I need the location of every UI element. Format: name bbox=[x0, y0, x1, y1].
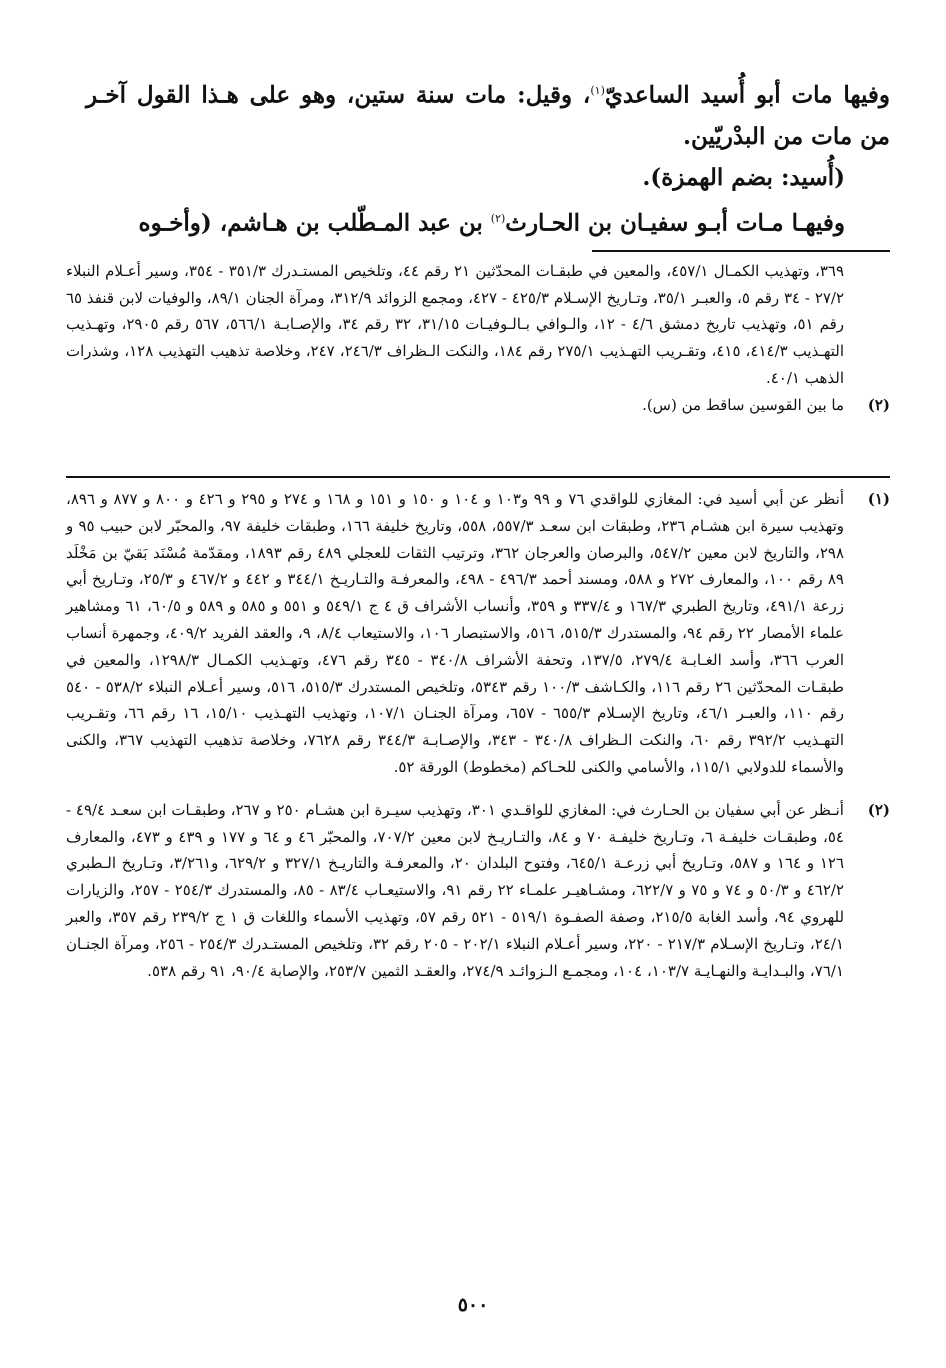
note-text: أنظر عن أبي أسيد في: المغازي للواقدي ٧٦ و ٩٩ و١٠٣ و ١٠٤ و ١٥٠ و ١٥١ و ١٦٨ و ٢٧٤ و ٢٩٥ و ٤٢٦ و ٨٠٠ و ٨٧٧ و ٨٩٦، وتهذيب سيرة ابن هشـام ٢٣٦، وطبقات ابن سعـد ٥٥٧/٣، ٥٥٨، وتاريخ خليفة ١٦٦، وطبقات خليفة ٩٧، والمحبّر لابن حبيب ٩٥ و ٢٩٨، والتاريخ لابن معين ٥٤٧/٢، والبرصان والعرجان ٣٦٢، وترتيب الثقات للعجلي ٤٨٩ رقم ١٨٩٣، ومقدّمة مُسْنَد بَقيّ بن مَخْلَد ٨٩ رقم ١٠٠، والمعارف ٢٧٢ و ٥٨٨، ومسند أحمد ٤٩٦/٣ - ٤٩٨، والمعرفـة والتـاريـخ ٣٤٤/١ و ٤٤٢ و ٤٦٧/٢ و ٢٥/٣، وتـاريخ أبي زرعة ٤٩١/١، وتاريخ الطبري ١٦٧/٣ و ٣٣٧/٤ و ٣٥٩، وأنساب الأشراف ق ٤ ج ٥٤٩/١ و ٥٥١ و ٥٨٥ و ٥٨٩ و ٦٠/٥، ٦١ ومشاهير علماء الأمصار ٢٢ رقم ٩٤، والمستدرك ٥١٥/٣، ٥١٦، والاستبصار ١٠٦، والاستيعاب ٨/٤، ٩، والعقد الفريد ٤٠٩/٢، وجمهرة أنساب العرب ٣٦٦، وأسد الغـابـة ٢٧٩/٤، ١٣٧/٥، وتحفة الأشراف ٣٤٠/٨ - ٣٤٥ رقم ٤٧٦، وتهـذيب الكمـال ١٢٩٨/٣، والمعين في طبقـات المحدّثين ٢٦ رقم ١١٦، والكـاشف ١٠٠/٣ رقم ٥٣٤٣، وتلخيص المستدرك ٥١٥/٣، ٥١٦، وسير أعـلام النبلاء ٥٣٨/٢ - ٥٤٠ رقم ١١٠، والعبـر ٤٦/١، وتاريخ الإسـلام ٦٥٥/٣ - ٦٥٧، ومرآة الجنـان ١٠٧/١، وتهذيب التهـذيب ١٥/١٠، ١٦ رقم ٦٦، وتقـريب التهـذيب ٣٩٢/٢ رقم ٦٠، والنكت الـظراف ٣٤٠/٨ - ٣٤٣، والإصـابـة ٣٤٤/٣ رقم ٧٦٢٨، وخلاصة تذهيب التهذيب ٣٦٧، والكنى والأسماء للدولابي ١١٥/١، والأسامي والكنى للحـاكم (مخطوط) الورقة ٥٢. bbox=[66, 490, 845, 776]
main-paragraph-3-rest: بن عبد المـطّلب بن هـاشم، (وأخـوه bbox=[138, 209, 491, 237]
main-paragraph-1 bbox=[86, 70, 890, 157]
footnote-number: (٢) bbox=[867, 395, 890, 414]
main-text bbox=[86, 70, 890, 243]
section-divider bbox=[66, 476, 890, 478]
footnote-text: ما بين القوسين ساقط من (س). bbox=[642, 395, 844, 414]
note-text: أنـظر عن أبي سفيان بن الحـارث في: المغازي للواقـدي ٣٠١، وتهذيب سيـرة ابن هشـام ٢٥٠ و ٢٦٧، وطبقـات ابن سعـد ٤٩/٤ - ٥٤، وطبقـات خليفـة ٦، وتـاريخ خليفـة ٧٠ و ٨٤، والتـاريـخ لابن معين ٧٠٧/٢، والمحبّر ٤٦ و ٦٤ و ١٧٧ و ٤٣٩ و ٤٧٣، والمعارف ١٢٦ و ١٦٤ و ٥٨٧، وتـاريخ أبي زرعـة ٦٤٥/١، وفتوح البلدان ٢٠، والمعرفـة والتاريـخ ٣٢٧/١ و ٦٢٩/٢، و٣/٢٦١، وتـاريخ الـطبري ٤٦٢/٢ و ٥٠/٣ و ٧٤ و ٧٥ و ٦٢٢/٧، ومشـاهيـر علمـاء ٢٢ رقم ٩١، والاستيعـاب ٨٣/٤ - ٨٥، والمستدرك ٢٥٤/٣ - ٢٥٧، والزيارات للهروي ٩٤، وأسد الغابة ٢١٥/٥، وصفة الصفـوة ٥١٩/١ - ٥٢١ رقم ٥٧، وتهذيب الأسماء واللغات ق ١ ج ٢٣٩/٢ رقم ٣٥٧، والعبر ٢٤/١، وتـاريخ الإسـلام ٢١٧/٣ - ٢٢٠، وسير أعـلام النبلاء ٢٠٢/١ - ٢٠٥ رقم ٣٢، وتلخيص المستـدرك ٢٥٤/٣ - ٢٥٦، ومرآة الجنـان ٧٦/١، والبـدايـة والنهـايـة ١٠٣/٧، ١٠٤، ومجمـع الـزوائـد ٢٧٤/٩، والعقـد الثمين ٢٥٣/٧، والإصابة ٩٠/٤، ٩١ رقم ٥٣٨. bbox=[66, 800, 845, 980]
editor-note-1 bbox=[66, 486, 890, 781]
note-number: (١) bbox=[867, 490, 890, 508]
footnote-continuation: ٣٦٩، وتهذيب الكمـال ٤٥٧/١، والمعين في طبقـات المحدّثين ٢١ رقم ٤٤، وتلخيص المستـدرك ٣٥١/٣ - ٣٥٤، وسير أعـلام النبلاء ٢٧/٢ - ٣٤ رقم ٥، والعبـر ٣٥/١، وتـاريخ الإسـلام ٤٢٥/٣ - ٤٢٧، ومجمع الزوائد ٣١٢/٩، ومرآة الجنان ٨٩/١، والوفيات لابن قنفذ ٦٥ رقم ٥١، وتهذيب تاريخ دمشق ٤/٦ - ١٢، والـوافي بـالـوفيـات ٣١/١٥، ٣٢ رقم ٣٤، والإصـابـة ٥٦٦/١، ٥٦٧ رقم ٢٩٠٥، وتهـذيب التهـذيب ٤١٤/٣، ٤١٥، وتقـريب التهـذيب ٢٧٥/١ رقم ١٨٤، والنكت الـظراف ٢٤٦/٣، ٢٤٧، وخلاصة تذهيب التهذيب ١٢٨، وشذرات الذهب ٤٠/١. bbox=[66, 262, 845, 387]
main-paragraph-1-text: وفيها مات أبو أُسيد الساعديّ bbox=[604, 81, 890, 109]
main-paragraph-1-rest: ، وقيل: مات سنة ستين، وهو على هـذا القول آخـر من مات من البدْريّين. bbox=[86, 81, 890, 150]
footnote-ref-2: (٢) bbox=[490, 211, 506, 225]
footnote-item-2 bbox=[66, 392, 890, 419]
main-paragraph-3-text: وفيهـا مـات أبـو سفيـان بن الحـارث bbox=[505, 209, 845, 237]
footnote-ref-1: (١) bbox=[590, 84, 605, 97]
page-footnotes bbox=[66, 258, 890, 418]
editor-note-2 bbox=[66, 797, 890, 985]
footnote-separator-rule bbox=[592, 250, 890, 252]
main-paragraph-2: (أُسيد: بضم الهمزة). bbox=[642, 163, 845, 191]
editor-notes bbox=[66, 486, 890, 1000]
note-number: (٢) bbox=[867, 800, 890, 819]
page-number: ٥٠٠ bbox=[457, 1294, 489, 1316]
main-paragraph-3 bbox=[86, 198, 890, 244]
